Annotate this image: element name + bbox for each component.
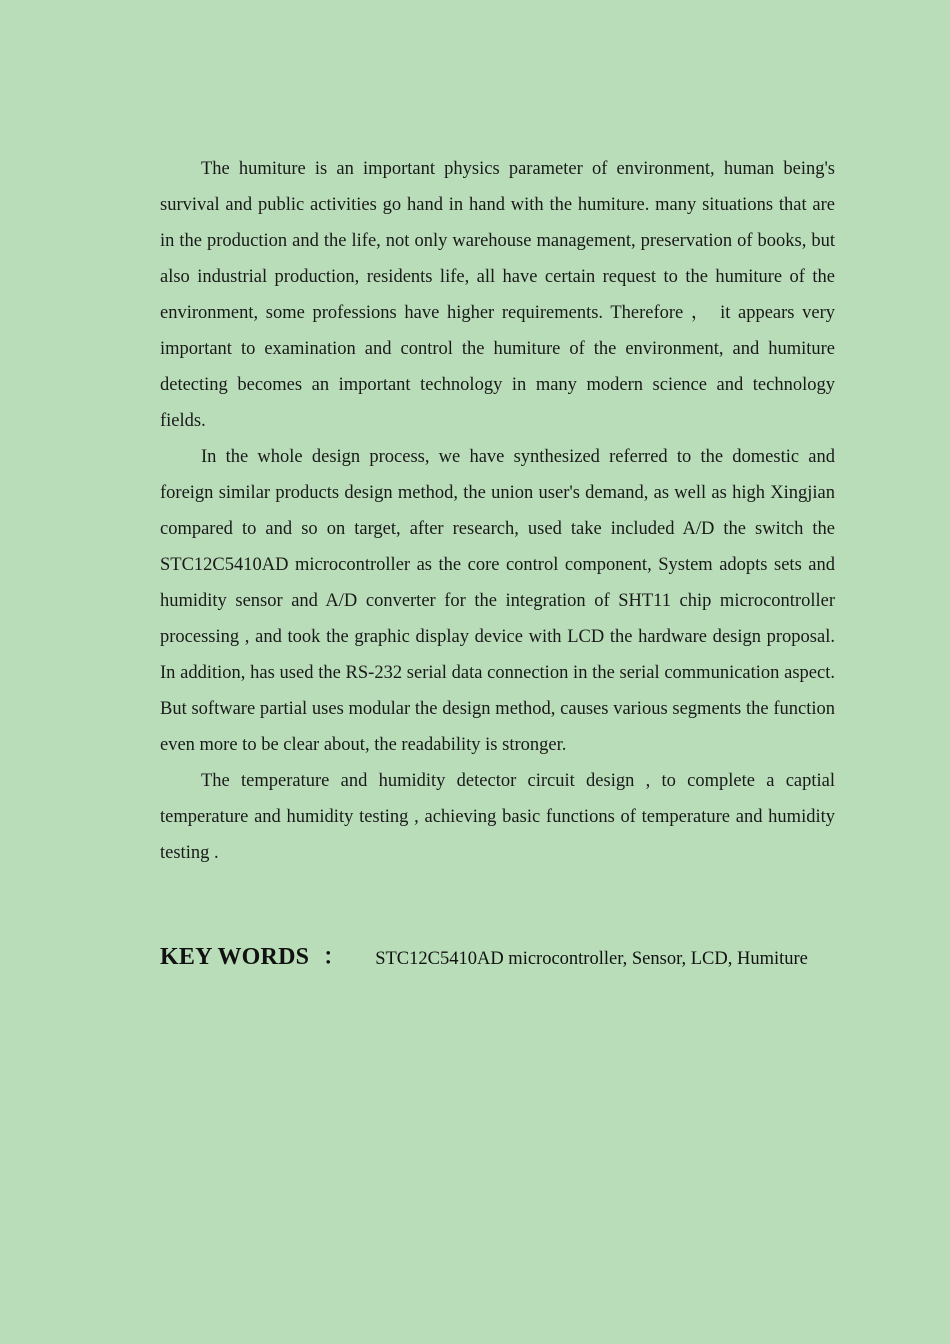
keywords-colon: ： <box>323 944 346 969</box>
keywords-line <box>160 940 860 971</box>
abstract-paragraph-3: The temperature and humidity detector circuit design , to complete a captial temperature and humidity testing , achieving basic functions of temperature and humidity testing . <box>160 771 835 863</box>
abstract-body <box>160 151 835 871</box>
keywords-label: KEY WORDS <box>160 944 310 970</box>
keywords-values: STC12C5410AD microcontroller, Sensor, LCD, Humiture <box>375 949 808 969</box>
abstract-paragraph-2: In the whole design process, we have synthesized referred to the domestic and foreign similar products design method, the union user's demand, as well as high Xingjian compared to and so on target, after research, used take included A/D the switch the STC12C5410AD microcontroller as the core control component, System adopts sets and humidity sensor and A/D converter for the integration of SHT11 chip microcontroller processing , and took the graphic display device with LCD the hardware design proposal. In addition, has used the RS-232 serial data connection in the serial communication aspect. But software partial uses modular the design method, causes various segments the function even more to be clear about, the readability is stronger. <box>160 447 835 755</box>
abstract-paragraph-1: The humiture is an important physics parameter of environment, human being's survival and public activities go hand in hand with the humiture. many situations that are in the production and the life, not only warehouse management, preservation of books, but also industrial production, residents life, all have certain request to the humiture of the environment, some professions have higher requirements. Therefore ， it appears very important to examination and control the humiture of the environment, and humiture detecting becomes an important technology in many modern science and technology fields. <box>160 159 835 431</box>
